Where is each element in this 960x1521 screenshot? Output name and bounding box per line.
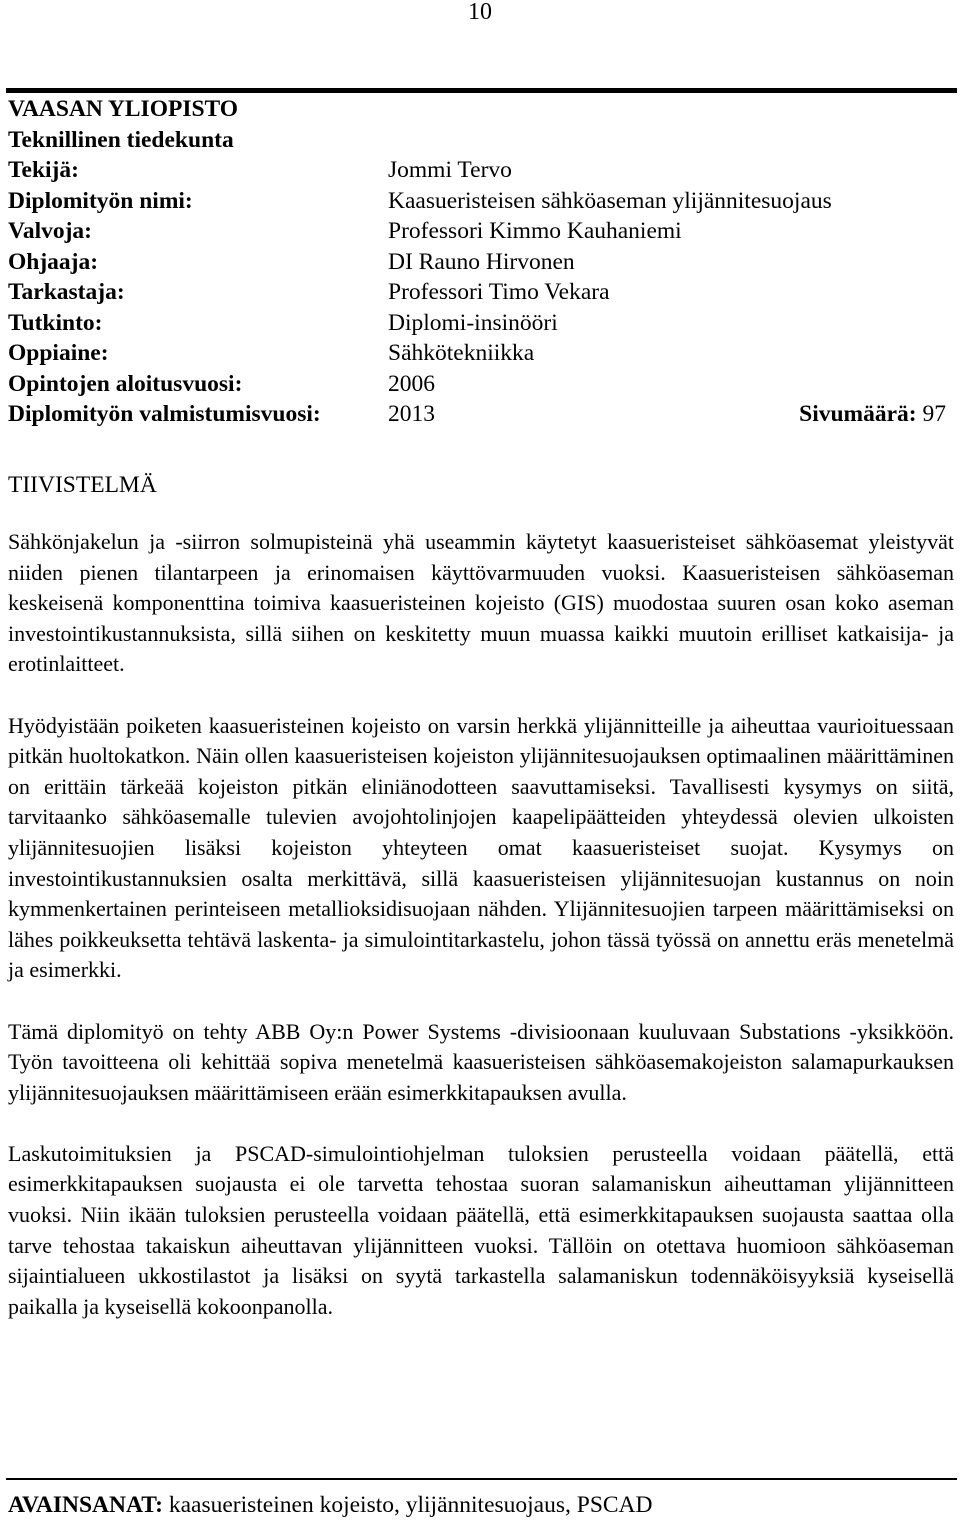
major-row [8,338,954,369]
keywords-value: kaasueristeinen kojeisto, ylijännitesuojaus, PSCAD [168,1492,653,1518]
page-count-label: Sivumäärä: [799,401,917,427]
author-row [8,155,954,186]
page-count-value: 97 [922,401,946,427]
start-year-label: Opintojen aloitusvuosi: [8,370,243,397]
abstract-title: TIIVISTELMÄ [8,472,157,498]
top-divider [6,88,957,93]
thesis-title-label: Diplomityön nimi: [8,187,193,214]
major-value: Sähkötekniikka [388,340,535,366]
author-label: Tekijä: [8,157,79,183]
instructor-label: Ohjaaja: [8,248,99,275]
graduation-year-value: 2013 [388,401,435,427]
abstract-paragraph: Laskutoimituksien ja PSCAD-simulointiohjelman tuloksien perusteella voidaan päätellä, että esimerkkitapauksen suojausta ei ole tarvetta tehostaa suoran salamaniskun aiheuttaman ylijännitteen vuoksi. Niin ikään tuloksien perusteella voidaan päätellä, että esimerkkitapauksen suojausta saattaa olla tarve tehostaa takaiskun aiheuttavan ylijännitteen vuoksi. Tällöin on otettava huomioon sähköaseman sijaintialueen ukkostilastot ja lisäksi on syytä tarkastella salamaniskun todennäköisyyksiä kyseisellä paikalla ja kyseisellä kokoonpanolla. [8,1140,954,1319]
graduation-year-label: Diplomityön valmistumisvuosi: [8,401,321,427]
thesis-title-row [8,186,954,217]
degree-value: Diplomi-insinööri [388,309,558,336]
degree-row [8,308,954,339]
author-value: Jommi Tervo [388,157,512,183]
degree-label: Tutkinto: [8,309,103,336]
keywords-label: AVAINSANAT: [8,1492,163,1518]
instructor-row [8,247,954,278]
start-year-row [8,369,954,400]
keywords [8,1491,954,1519]
abstract-body [8,527,954,1322]
examiner-label: Tarkastaja: [8,279,125,305]
thesis-title-value: Kaasueristeisen sähköaseman ylijännitesuojaus [388,187,832,214]
bottom-divider [6,1478,957,1480]
supervisor-label: Valvoja: [8,218,92,244]
abstract-paragraph: Tämä diplomityö on tehty ABB Oy:n Power Systems -divisioonaan kuuluvaan Substations -yksikköön. Työn tavoitteena oli kehittää sopiva menetelmä kaasueristeisen sähköasemakojeiston salamapurkauksen ylijännitesuojauksen määrittämiseen erään esimerkkitapauksen avulla. [8,1018,954,1105]
abstract-paragraph: Sähkönjakelun ja -siirron solmupisteinä yhä useammin käytetyt kaasueristeiset sähköasemat yleistyvät niiden pienen tilantarpeen ja erinomaisen käyttövarmuuden vuoksi. Kaasueristeisen sähköaseman keskeisenä komponenttina toimiva kaasueristeinen kojeisto (GIS) muodostaa suuren osan koko aseman investointikustannuksista, sillä siihen on keskitetty muun muassa kaikki muutoin erilliset katkaisija- ja erotinlaitteet. [8,529,954,677]
supervisor-value: Professori Kimmo Kauhaniemi [388,218,682,244]
university-name: VAASAN YLIOPISTO [8,96,239,122]
graduation-year-row [8,399,954,430]
page-count [799,399,946,430]
abstract-paragraph: Hyödyistään poiketen kaasueristeinen kojeisto on varsin herkkä ylijännitteille ja aiheuttaa vaurioituessaan pitkän huoltokatkon. Näin ollen kaasueristeisen kojeiston ylijännitesuojauksen optimaalinen määrittäminen on erittäin tärkeää kojeiston pitkän eliniänodotteen saavuttamiseksi. Tavallisesti kysymys on siitä, tarvitaanko sähköasemalle tulevien avojohtolinjojen kaapelipäätteiden yhteydessä olevien ulkoisten ylijännitesuojien lisäksi kojeiston yhteyteen omat kaasueristeiset suojat. Kysymys on investointikustannuksien osalta merkittävä, sillä kaasueristeisen ylijännitesuojan kustannus on noin kymmenkertainen perinteiseen metallioksidisuojaan nähden. Ylijännitesuojien tarpeen määrittämiseksi on lähes poikkeuksetta tehtävä laskenta- ja simulointitarkastelu, johon tässä työssä on annettu eräs menetelmä ja esimerkki. [8,712,954,983]
examiner-value: Professori Timo Vekara [388,279,610,305]
examiner-row [8,277,954,308]
supervisor-row [8,216,954,247]
start-year-value: 2006 [388,370,435,397]
faculty-name: Teknillinen tiedekunta [8,126,234,153]
instructor-value: DI Rauno Hirvonen [388,248,575,275]
thesis-info-header [8,94,954,430]
major-label: Oppiaine: [8,340,109,366]
page-number: 10 [468,0,492,25]
